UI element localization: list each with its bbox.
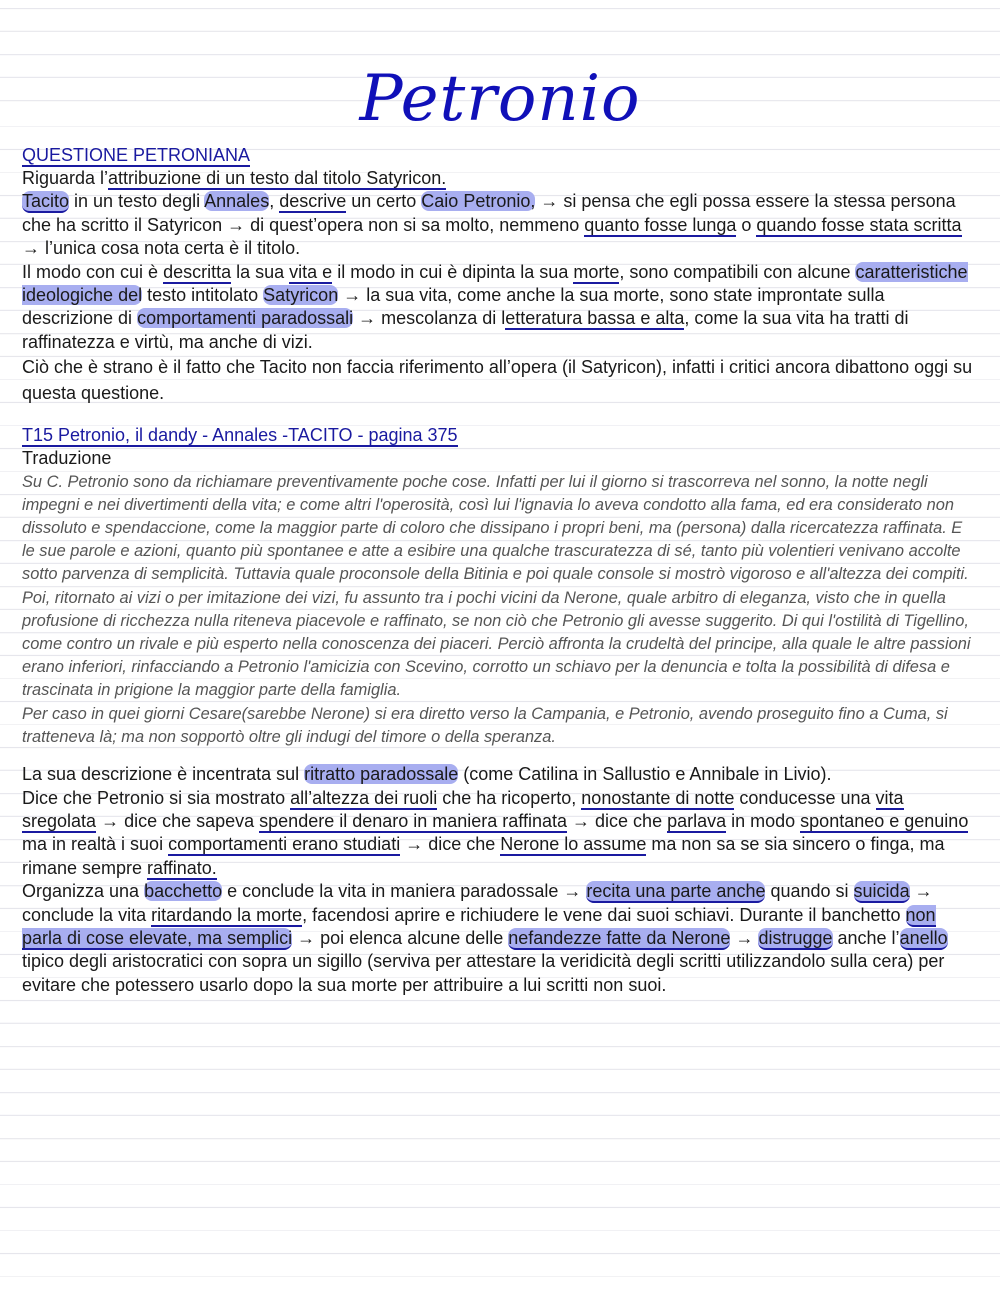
paragraph: Dice che Petronio si sia mostrato all’altezza dei ruoli che ha ricoperto, nonostante di notte conducesse una vita sregolata → dice che sapeva spendere il denaro in maniera raffinata → dice che parlava in modo spontaneo e genuino ma in realtà i suoi comportamenti erano studiati → dice che Nerone lo assume ma non sa se sia sincero o finga, ma rimane sempre raffinato.	[22, 787, 969, 878]
paragraph: Tacito in un testo degli Annales, descrive un certo Caio Petronio, → si pensa che egli possa essere la stessa persona che ha scritto il Satyricon → di quest’opera non si sa molto, nemmeno quanto fosse lunga o quando fosse stata scritta → l’unica cosa nota certa è il titolo.	[22, 191, 962, 259]
translation-paragraph: Per caso in quei giorni Cesare(sarebbe Nerone) si era diretto verso la Campania, e Petronio, avendo proseguito fino a Cuma, si tratteneva là; ma non sopportò oltre gli indugi del timore o della speranza.	[22, 704, 948, 746]
paragraph: Ciò che è strano è il fatto che Tacito non faccia riferimento all’opera (il Satyricon), infatti i critici ancora dibattono oggi su questa questione.	[22, 357, 973, 404]
translation-paragraph: Su C. Petronio sono da richiamare preventivamente poche cose. Infatti per lui il giorno si trascorreva nel sonno, la notte negli impegni e nei divertimenti della vita; e come altri l'operosità, così lui l'ignavia lo aveva condotto alla fama, ed era considerato non dissoluto e spendaccione, come la maggior parte di coloro che dissipano i propri beni, ma (persona) dalla ricercatezza raffinata. E le sue parole e azioni, quanto più spontanee e atte a esibire una qualche trascuratezza di sé, tanto più volentieri venivano accolte sotto parvenza di semplicità. Tuttavia quale proconsole della Bitinia e poi quale console si mostrò vigoroso e all'altezza dei compiti. Poi, ritornato ai vizi o per imitazione dei vizi, fu assunto tra i pochi vicini da Nerone, quale arbitro di eleganza, visto che in quella profusione di ricchezza nulla riteneva piacevole e raffinato, se non ciò che Petronio gli avesse suggerito. Di qui l'ostilità di Tigellino, come contro un rivale e più esperto nella conoscenza dei piaceri. Perciò affronta la crudeltà del principe, alla quale le altre passioni erano inferiori, rinfacciando a Petronio l'amicizia con Scevino, corrotto un schiavo per la denuncia e tolta la possibilità di difesa e trascinata in prigione la maggior parte della famiglia.	[22, 472, 971, 700]
section-heading-questione: QUESTIONE PETRONIANA	[22, 145, 251, 165]
paragraph: Organizza una bacchetto e conclude la vita in maniera paradossale → recita una parte anche quando si suicida → conclude la vita ritardando la morte, facendosi aprire e richiudere le vene dai suoi schiavi. Durante il banchetto non parla di cose elevate, ma semplici → poi elenca alcune delle nefandezze fatte da Nerone → distrugge anche l’anello tipico degli aristocratici con sopra un sigillo (serviva per attestare la veridicità degli scritti utilizzandolo sulla cera) per evitare che potessero usarlo dopo la sua morte per attribuire a lui scritti non suoi.	[22, 881, 948, 995]
paragraph: Riguarda l’attribuzione di un testo dal titolo Satyricon.	[22, 168, 447, 188]
subheading-traduzione: Traduzione	[22, 448, 112, 469]
section-heading-t15: T15 Petronio, il dandy - Annales -TACITO - pagina 375	[22, 425, 458, 446]
page-title: Petronio	[359, 62, 641, 136]
paragraph: La sua descrizione è incentrata sul ritratto paradossale (come Catilina in Sallustio e Annibale in Livio).	[22, 764, 832, 785]
note-body	[22, 144, 978, 997]
paragraph: Il modo con cui è descritta la sua vita e il modo in cui è dipinta la sua morte, sono compatibili con alcune caratteristiche ideologiche del testo intitolato Satyricon → la sua vita, come anche la sua morte, sono state improntate sulla descrizione di comportamenti paradossali → mescolanza di letteratura bassa e alta, come la sua vita ha tratti di raffinatezza e virtù, ma anche di vizi.	[22, 261, 968, 352]
